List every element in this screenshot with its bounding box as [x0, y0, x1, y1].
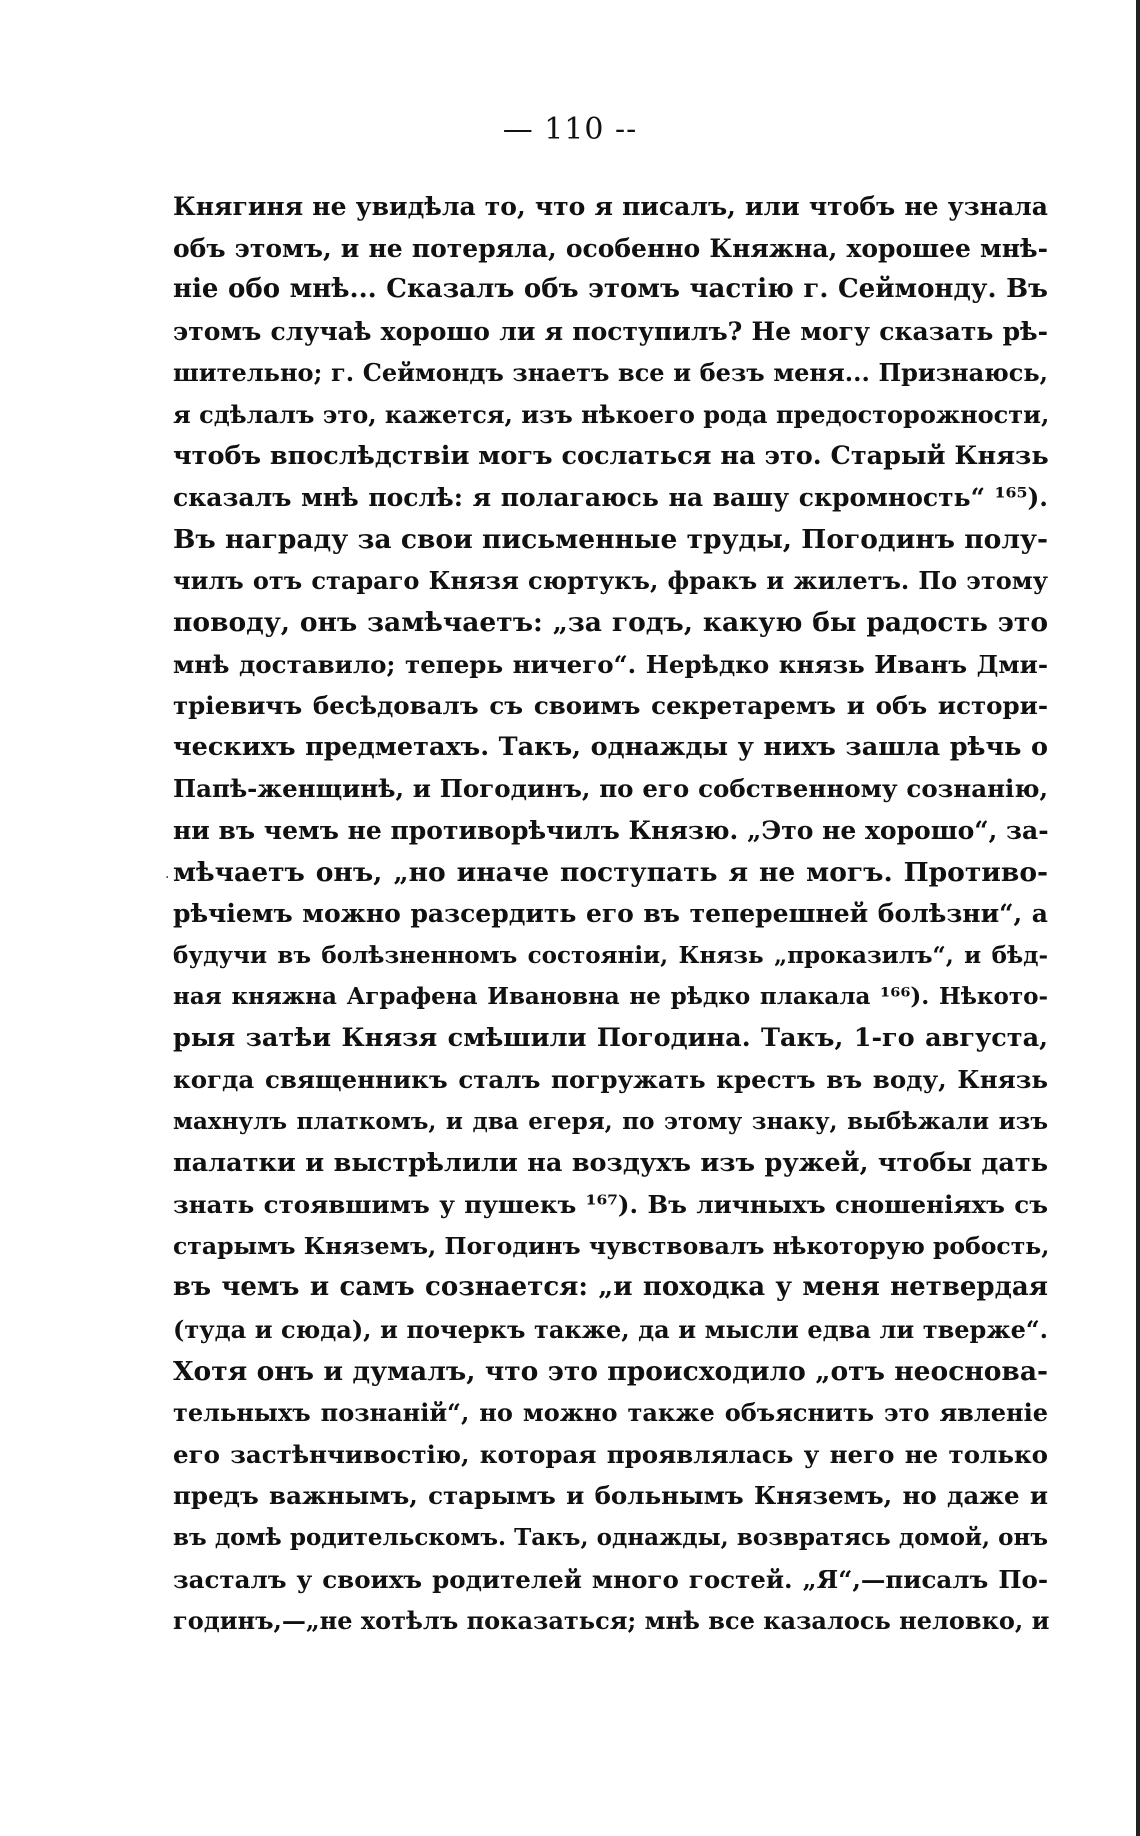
text-line: мѣчаетъ онъ, „но иначе поступать я не могъ. Противо-: [173, 856, 1048, 888]
text-line: старымъ Княземъ, Погодинъ чувствовалъ нѣкоторую робость,: [173, 1231, 1050, 1260]
text-line: годинъ,—„не хотѣлъ показаться; мнѣ все казалось неловко, и: [173, 1606, 1050, 1636]
text-line: его застѣнчивостію, которая проявлялась у него не только: [173, 1439, 1048, 1469]
text-line: я сдѣлалъ это, кажется, изъ нѣкоего рода предосторожности,: [173, 399, 1050, 429]
text-line: объ этомъ, и не потеряла, особенно Княжна, хорошее мнѣ-: [173, 233, 1048, 263]
text-line: ная княжна Аграфена Ивановна не рѣдко плакала ¹⁶⁶). Нѣкото-: [173, 983, 1048, 1011]
text-line: этомъ случаѣ хорошо ли я поступилъ? Не могу сказать рѣ-: [173, 316, 1048, 346]
text-line: чтобъ впослѣдствіи могъ сослаться на это. Старый Князь: [173, 440, 1049, 471]
text-line: ніе обо мнѣ... Сказалъ объ этомъ частію г. Сеймонду. Въ: [173, 274, 1048, 305]
text-line: Въ награду за свои письменные труды, Погодинъ полу-: [173, 523, 1048, 555]
text-line: будучи въ болѣзненномъ состояніи, Князь „проказилъ“, и бѣд-: [173, 941, 1048, 969]
text-line: Папѣ-женщинѣ, и Погодинъ, по его собственному сознанію,: [173, 774, 1048, 804]
text-line: въ чемъ и самъ сознается: „и походка у меня нетвердая: [173, 1272, 1048, 1303]
text-line: рыя затѣи Князя смѣшили Погодина. Такъ, 1-го августа,: [173, 1022, 1048, 1053]
text-line: тельныхъ познаній“, но можно также объяснить это явленіе: [173, 1398, 1048, 1428]
text-line: поводу, онъ замѣчаетъ: „за годъ, какую бы радость это: [173, 606, 1048, 638]
text-line: засталъ у своихъ родителей много гостей. „Я“,—писалъ По-: [173, 1564, 1048, 1594]
text-line: Хотя онъ и думалъ, что это происходило „отъ неоснова-: [173, 1355, 1048, 1387]
text-line: мнѣ доставило; теперь ничего“. Нерѣдко князь Иванъ Дми-: [173, 649, 1048, 679]
text-line: тріевичъ бесѣдовалъ съ своимъ секретаремъ и объ истори-: [173, 691, 1048, 721]
text-line: знать стоявшимъ у пушекъ ¹⁶⁷). Въ личныхъ сношеніяхъ съ: [173, 1190, 1048, 1220]
text-line: въ домѣ родительскомъ. Такъ, однажды, возвратясь домой, онъ: [173, 1524, 1048, 1551]
text-line: шительно; г. Сеймондъ знаетъ все и безъ меня... Признаюсь,: [173, 358, 1048, 388]
text-line: ческихъ предметахъ. Такъ, однажды у нихъ зашла рѣчь о: [173, 731, 1048, 762]
text-line: чилъ отъ стараго Князя сюртукъ, фракъ и жилетъ. По этому: [173, 566, 1048, 596]
text-line: предъ важнымъ, старымъ и больнымъ Княземъ, но даже и: [173, 1481, 1048, 1511]
page-edge: [1136, 0, 1140, 1836]
text-line: палатки и выстрѣлили на воздухъ изъ ружей, чтобы дать: [173, 1147, 1048, 1178]
text-line: рѣчіемъ можно разсердить его въ теперешней болѣзни“, а: [173, 899, 1048, 929]
text-line: Княгиня не увидѣла то, что я писалъ, или чтобъ не узнала: [173, 192, 1048, 221]
body-text: [173, 186, 1048, 1642]
page-number: — 110 --: [502, 112, 638, 147]
margin-mark: ·: [165, 870, 170, 886]
text-line: сказалъ мнѣ послѣ: я полагаюсь на вашу скромность“ ¹⁶⁵).: [173, 483, 1048, 513]
text-line: когда священникъ сталъ погружать крестъ въ воду, Князь: [173, 1065, 1048, 1095]
text-line: ни въ чемъ не противорѣчилъ Князю. „Это не хорошо“, за-: [173, 815, 1049, 845]
text-line: (туда и сюда), и почеркъ также, да и мысли едва ли тверже“.: [173, 1315, 1048, 1345]
text-line: махнулъ платкомъ, и два егеря, по этому знаку, выбѣжали изъ: [173, 1108, 1048, 1136]
